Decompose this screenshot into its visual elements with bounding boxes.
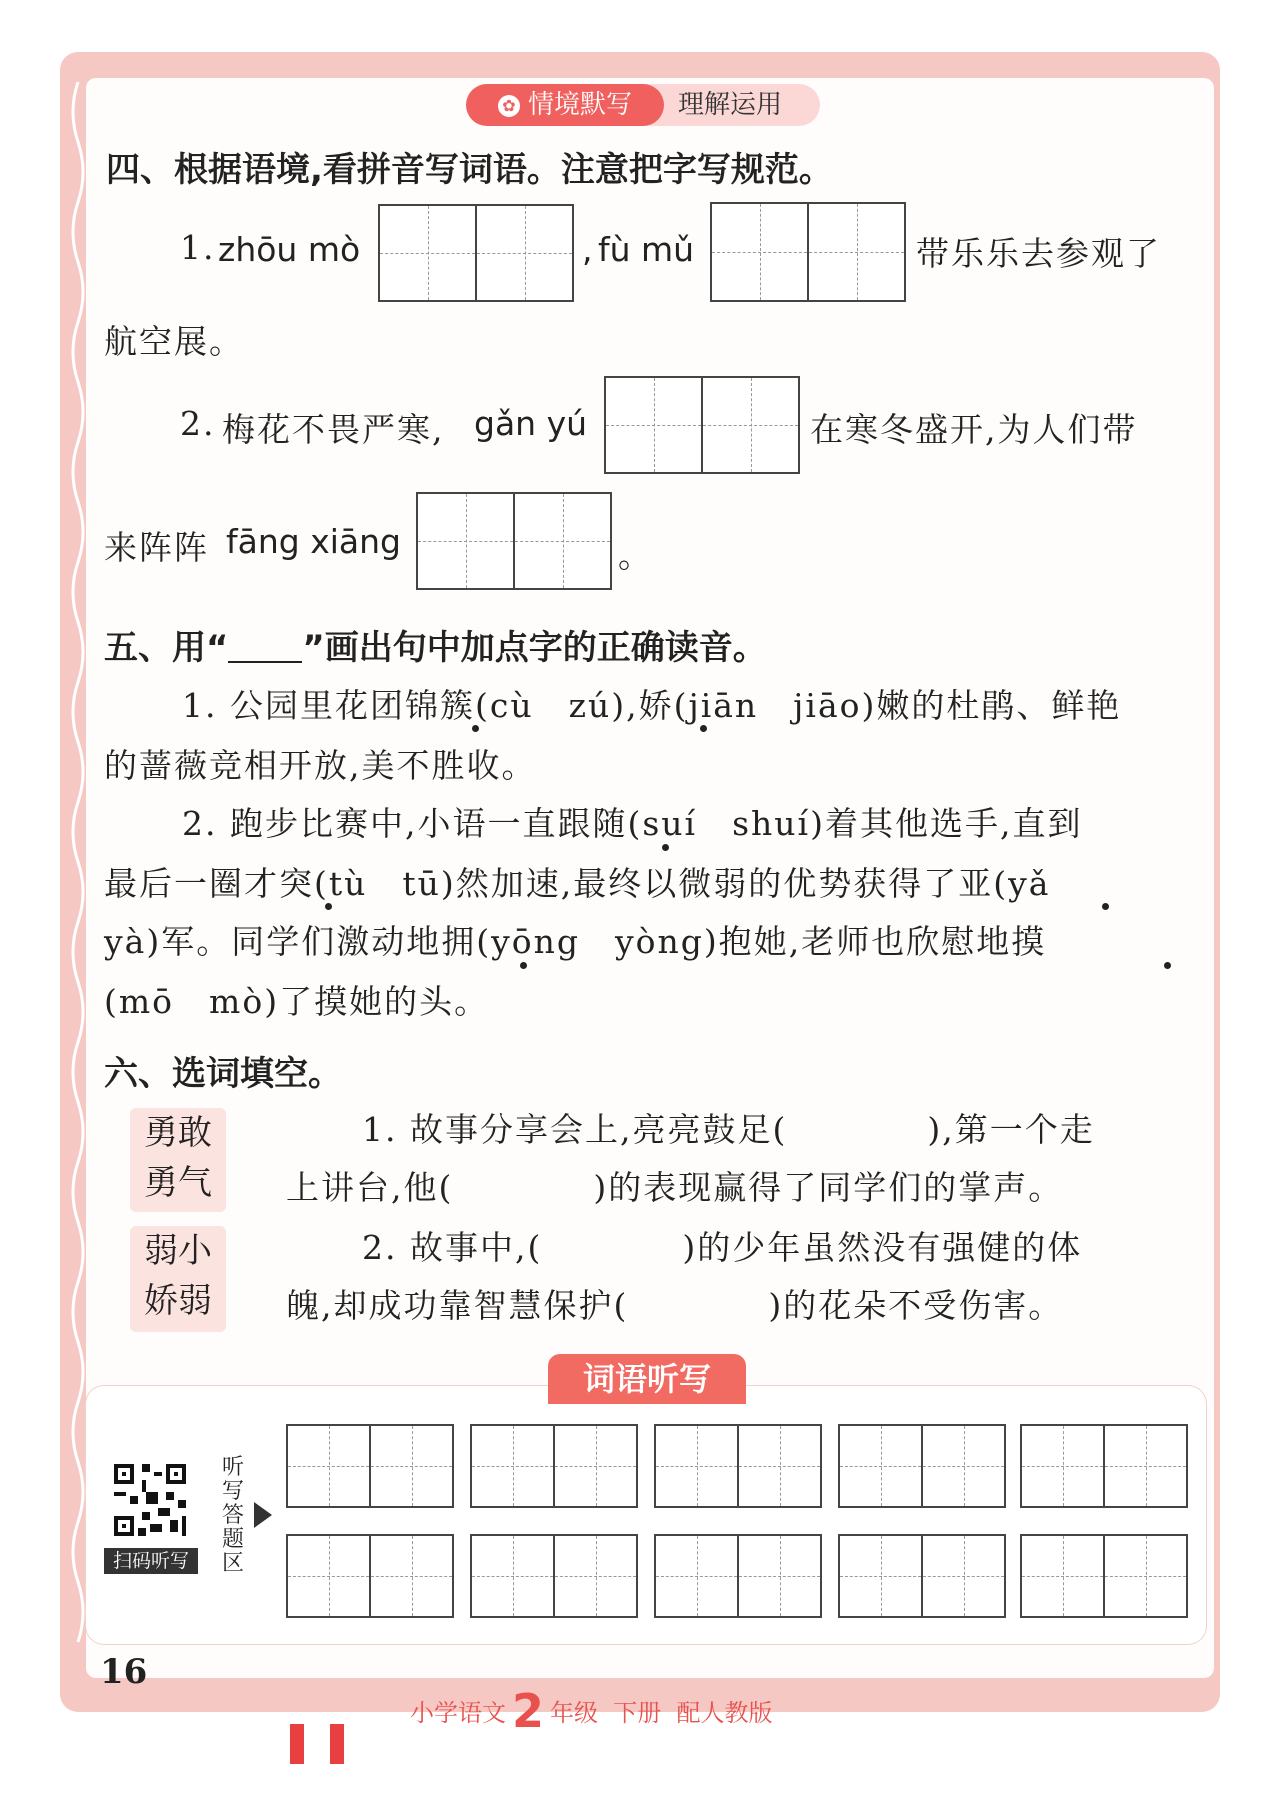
- emphasis-dot: [700, 725, 707, 732]
- dictation-grid[interactable]: [286, 1424, 454, 1508]
- q4-1-line2: 航空展。: [104, 322, 244, 361]
- s5-line6: (mō mò)了摸她的头。: [104, 982, 490, 1021]
- emphasis-dot: [1164, 962, 1171, 969]
- word-choice-box-2: 弱小 娇弱: [130, 1226, 226, 1332]
- answer-grid-q4-1a[interactable]: [378, 204, 574, 302]
- s5-line1: 1. 公园里花团锦簇(cù zú),娇(jiān jiāo)嫩的杜鹃、鲜艳: [182, 686, 1122, 725]
- q4-1-after: 带乐乐去参观了: [916, 234, 1161, 273]
- s5-line5: yà)军。同学们激动地拥(yōng yòng)抱她,老师也欣慰地摸: [104, 922, 1047, 961]
- dictation-grid[interactable]: [838, 1424, 1006, 1508]
- tab-comprehension: 理解运用: [678, 90, 783, 120]
- emphasis-dot: [325, 903, 332, 910]
- q4-1-number: 1.: [180, 228, 216, 267]
- q4-2-pinyin2: fāng xiāng: [226, 522, 401, 561]
- dictation-title: 词语听写: [548, 1354, 746, 1404]
- section5-title: 五、用“ ”画出句中加点字的正确读音。: [104, 628, 767, 668]
- q4-2-line2-before: 来阵阵: [104, 528, 209, 567]
- answer-grid-q4-2b[interactable]: [416, 492, 612, 590]
- emphasis-dot: [520, 962, 527, 969]
- emphasis-dot: [1102, 903, 1109, 910]
- s5-line4: 最后一圈才突(tù tū)然加速,最终以微弱的优势获得了亚(yǎ: [104, 864, 1051, 903]
- s6-q1-line2: 上讲台,他( )的表现赢得了同学们的掌声。: [286, 1168, 1064, 1207]
- dictation-grid[interactable]: [470, 1424, 638, 1508]
- s5-line2: 的蔷薇竞相开放,美不胜收。: [104, 746, 537, 785]
- flower-icon: ✿: [498, 95, 520, 117]
- word-choice-box-1: 勇敢 勇气: [130, 1108, 226, 1212]
- q4-2-after: 在寒冬盛开,为人们带: [810, 410, 1138, 449]
- qr-code[interactable]: [110, 1460, 190, 1540]
- q4-1-pinyin2: fù mǔ: [598, 230, 695, 269]
- s5-line3: 2. 跑步比赛中,小语一直跟随(suí shuí)着其他选手,直到: [182, 804, 1083, 843]
- tab-situational-dictation: ✿ 情境默写: [466, 84, 664, 126]
- underline-blank: [228, 631, 302, 663]
- emphasis-dot: [472, 725, 479, 732]
- s6-q2-line1: 2. 故事中,( )的少年虽然没有强健的体: [362, 1228, 1083, 1267]
- dictation-grid[interactable]: [1020, 1534, 1188, 1618]
- dictation-grid[interactable]: [654, 1534, 822, 1618]
- q4-1-pinyin1: zhōu mò: [218, 230, 361, 269]
- q4-1-sep: ,: [582, 230, 593, 269]
- section4-title: 四、根据语境,看拼音写词语。注意把字写规范。: [106, 150, 833, 190]
- arrow-right-icon: [254, 1502, 272, 1528]
- answer-grid-q4-1b[interactable]: [710, 202, 906, 302]
- dictation-grid[interactable]: [654, 1424, 822, 1508]
- answer-area-label: 听写答题区: [221, 1455, 244, 1576]
- section6-title: 六、选词填空。: [104, 1054, 342, 1094]
- dictation-grid[interactable]: [470, 1534, 638, 1618]
- answer-grid-q4-2a[interactable]: [604, 376, 800, 474]
- book-info: 小学语文 2 年级 下册 配人教版: [410, 1684, 773, 1738]
- q4-2-before: 梅花不畏严寒,: [222, 410, 445, 449]
- q4-2-end: 。: [618, 536, 653, 575]
- s6-q1-line1: 1. 故事分享会上,亮亮鼓足( ),第一个走: [362, 1110, 1095, 1149]
- page-number: 16: [100, 1652, 148, 1692]
- q4-2-pinyin1: gǎn yú: [474, 404, 588, 443]
- q4-2-number: 2.: [180, 404, 216, 443]
- dictation-grid[interactable]: [286, 1534, 454, 1618]
- page-tab-marks: [290, 1724, 370, 1768]
- dictation-grid[interactable]: [838, 1534, 1006, 1618]
- emphasis-dot: [662, 844, 669, 851]
- scan-to-dictate-label: 扫码听写: [104, 1548, 198, 1574]
- dictation-grid[interactable]: [1020, 1424, 1188, 1508]
- s6-q2-line2: 魄,却成功靠智慧保护( )的花朵不受伤害。: [286, 1286, 1064, 1325]
